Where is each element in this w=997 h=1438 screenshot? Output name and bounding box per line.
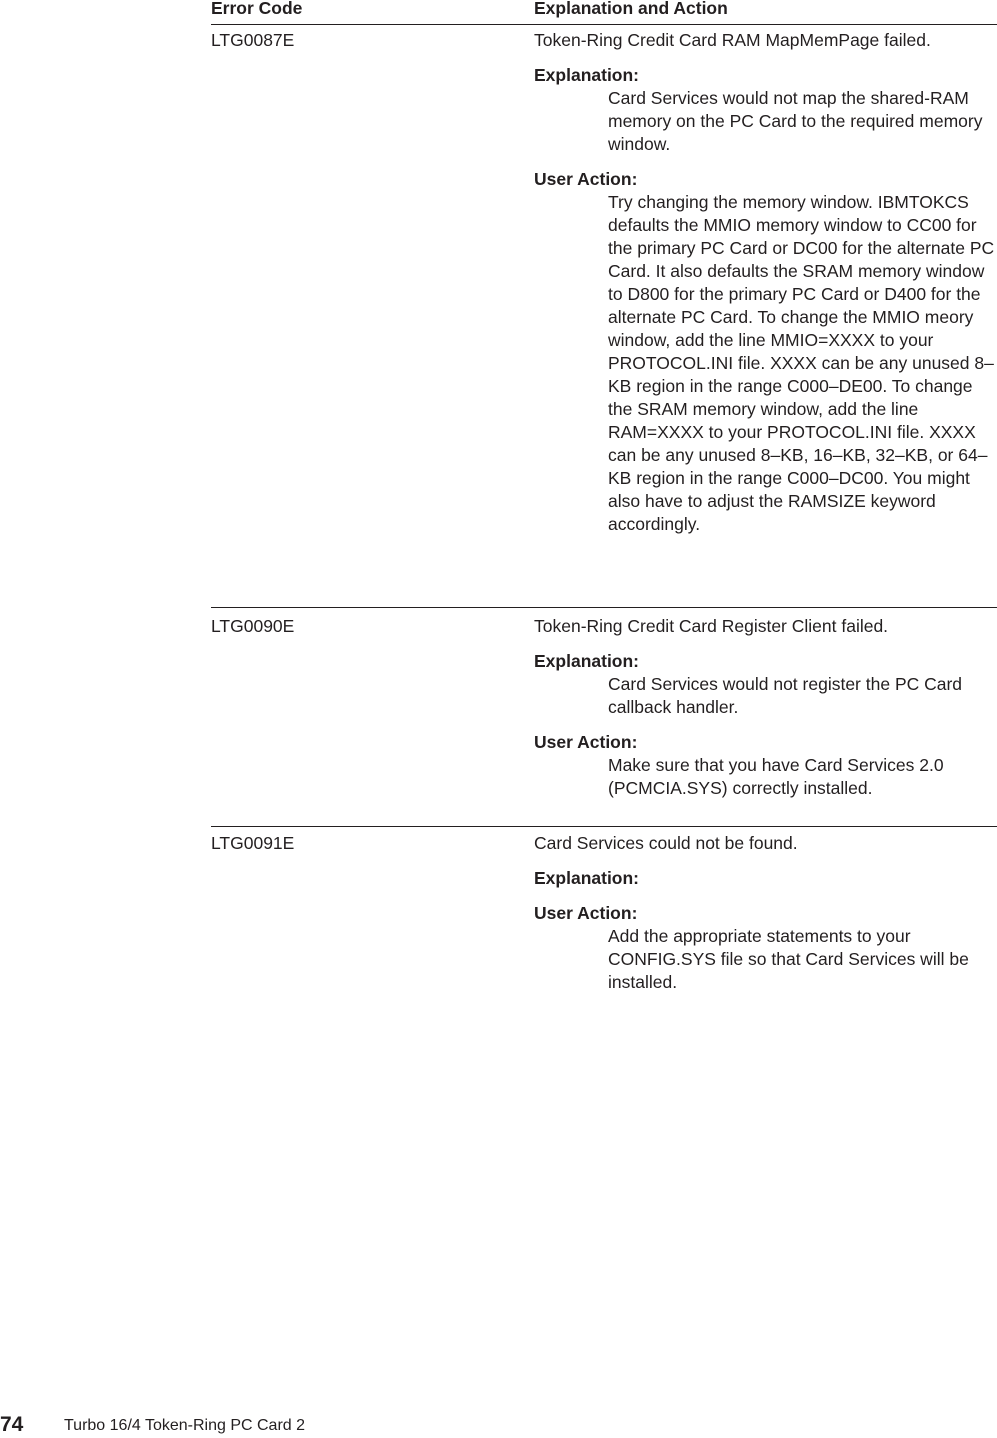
explanation-text: Card Services would not map the shared-RAM memory on the PC Card to the required memory window. xyxy=(608,88,983,154)
user-action-text: Add the appropriate statements to your CONFIG.SYS file so that Card Services will be installed. xyxy=(608,926,969,992)
explanation-cell xyxy=(534,832,997,994)
explanation-label: Explanation: xyxy=(534,65,640,85)
explanation-cell xyxy=(534,615,997,800)
error-summary: Token-Ring Credit Card Register Client failed. xyxy=(534,616,889,636)
error-summary: Card Services could not be found. xyxy=(534,833,798,853)
error-summary: Token-Ring Credit Card RAM MapMemPage failed. xyxy=(534,30,931,50)
error-entry-ltg0091e xyxy=(211,826,997,992)
explanation-label: Explanation: xyxy=(534,868,640,888)
column-header-explanation-action: Explanation and Action xyxy=(534,0,728,18)
column-header-error-code: Error Code xyxy=(211,0,303,18)
error-code: LTG0091E xyxy=(211,833,295,853)
explanation-label: Explanation: xyxy=(534,651,640,671)
user-action-text: Try changing the memory window. IBMTOKCS defaults the MMIO memory window to CC00 for the primary PC Card or DC00 for the alternate PC Card. It also defaults the SRAM memory window to D800 for the primary PC Card or D400 for the alternate PC Card. To change the MMIO meory window, add the line MMIO=XXXX to your PROTOCOL.INI file. XXXX can be any unused 8–KB region in the range C000–DE00. To change the SRAM memory window, add the line RAM=XXXX to your PROTOCOL.INI file. XXXX can be any unused 8–KB, 16–KB, 32–KB, or 64–KB region in the range C000–DC00. You might also have to adjust the RAMSIZE keyword accordingly. xyxy=(608,192,995,534)
table-header xyxy=(211,0,997,25)
user-action-label: User Action: xyxy=(534,169,638,189)
explanation-text: Card Services would not register the PC Card callback handler. xyxy=(608,674,963,717)
error-entry-ltg0090e xyxy=(211,607,997,798)
error-code: LTG0090E xyxy=(211,616,295,636)
user-action-text: Make sure that you have Card Services 2.0 (PCMCIA.SYS) correctly installed. xyxy=(608,755,944,798)
user-action-label: User Action: xyxy=(534,903,638,923)
explanation-cell xyxy=(534,29,997,536)
page-number: 74 xyxy=(0,1413,24,1436)
document-title: Turbo 16/4 Token-Ring PC Card 2 xyxy=(64,1417,306,1434)
user-action-label: User Action: xyxy=(534,732,638,752)
error-code: LTG0087E xyxy=(211,30,295,50)
